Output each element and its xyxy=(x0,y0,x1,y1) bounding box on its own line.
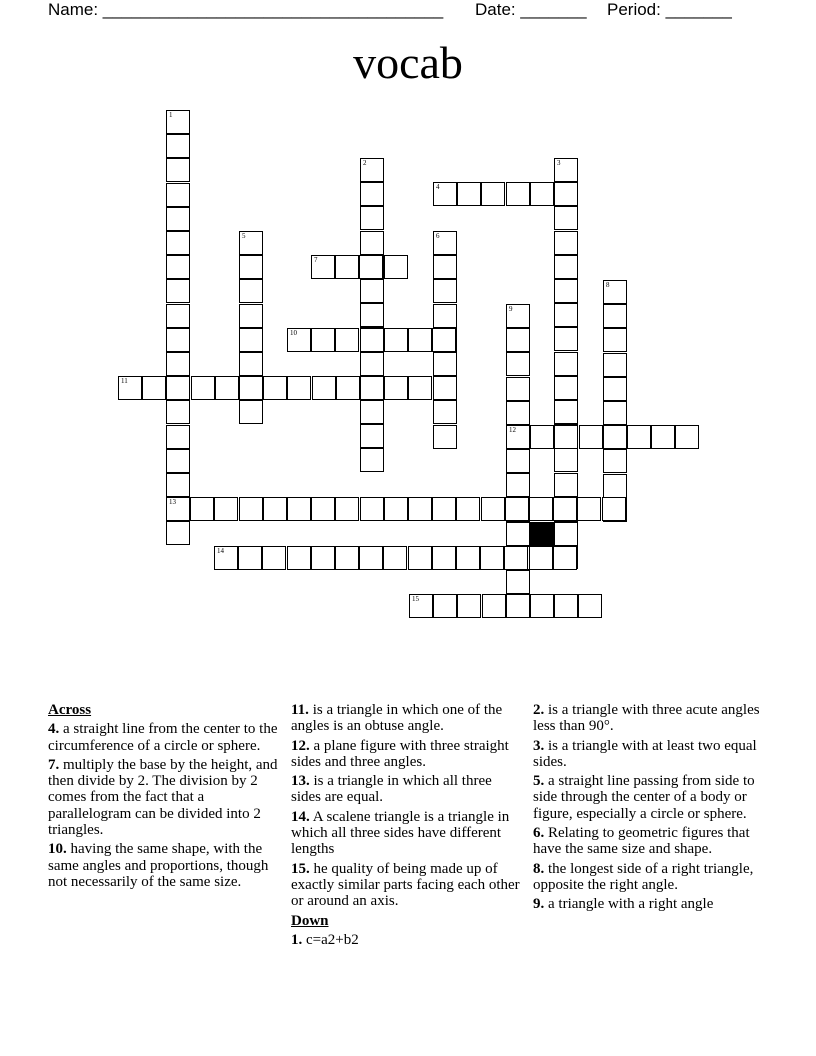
name-field[interactable]: Name: ____________________________________ xyxy=(48,0,444,19)
grid-cell[interactable] xyxy=(506,182,530,206)
grid-cell[interactable] xyxy=(360,206,384,230)
grid-cell[interactable] xyxy=(335,328,359,352)
clue-down-5 xyxy=(533,773,765,822)
clue-down-6 xyxy=(533,825,765,858)
grid-cell[interactable] xyxy=(239,255,263,279)
clue-number: 3. xyxy=(533,737,545,754)
grid-cell[interactable] xyxy=(239,328,263,352)
grid-cell[interactable] xyxy=(603,328,627,352)
clue-down-1 xyxy=(291,932,523,948)
clue-text: a straight line passing from side to side through the center of a body or figure, especially a circle or sphere. xyxy=(533,773,755,822)
grid-cell[interactable] xyxy=(239,231,263,255)
grid-cell[interactable] xyxy=(603,449,627,473)
grid-cell[interactable] xyxy=(432,546,456,570)
grid-cell[interactable] xyxy=(506,377,530,401)
grid-cell[interactable] xyxy=(433,182,457,206)
clue-number: 11. xyxy=(291,702,309,718)
grid-cell[interactable] xyxy=(142,376,166,400)
grid-cell[interactable] xyxy=(506,570,530,594)
grid-cell[interactable] xyxy=(433,594,457,618)
grid-cell[interactable] xyxy=(166,521,190,545)
grid-cell[interactable] xyxy=(166,425,190,449)
grid-cell[interactable] xyxy=(335,255,359,279)
grid-cell[interactable] xyxy=(239,352,263,376)
grid-cell[interactable] xyxy=(554,400,578,424)
clues-column-2 xyxy=(291,702,523,951)
clue-number-label: 8 xyxy=(606,281,610,289)
clue-text: he quality of being made up of exactly similar parts facing each other or around an axis. xyxy=(291,860,520,910)
grid-cell[interactable] xyxy=(287,497,311,521)
grid-cell[interactable] xyxy=(214,546,238,570)
grid-cell[interactable] xyxy=(529,497,553,521)
clue-number: 5. xyxy=(533,773,545,790)
grid-cell[interactable] xyxy=(506,522,530,546)
clue-number-label: 15 xyxy=(412,595,419,603)
grid-cell[interactable] xyxy=(359,255,383,279)
clue-text: is a triangle in which one of the angles is an obtuse angle. xyxy=(291,702,503,735)
grid-cell[interactable] xyxy=(554,279,578,303)
grid-cell[interactable] xyxy=(384,255,408,279)
grid-cell[interactable] xyxy=(433,425,457,449)
clue-number: 9. xyxy=(533,896,545,913)
clue-number-label: 12 xyxy=(509,426,516,434)
grid-cell[interactable] xyxy=(482,594,506,618)
clue-number-label: 13 xyxy=(169,498,176,506)
grid-cell[interactable] xyxy=(191,376,215,400)
down-heading: Down xyxy=(291,912,329,929)
period-field[interactable]: Period: _______ xyxy=(607,0,732,19)
grid-cell[interactable] xyxy=(335,497,359,521)
grid-cell[interactable] xyxy=(579,425,603,449)
grid-cell[interactable] xyxy=(360,328,384,352)
grid-cell[interactable] xyxy=(360,158,384,182)
grid-cell[interactable] xyxy=(554,182,578,206)
grid-cell[interactable] xyxy=(360,400,384,424)
grid-cell[interactable] xyxy=(554,376,578,400)
clue-number: 12. xyxy=(291,737,310,754)
grid-cell[interactable] xyxy=(166,183,190,207)
clue-across-12 xyxy=(291,738,523,771)
clue-number-label: 10 xyxy=(290,329,297,337)
grid-cell[interactable] xyxy=(239,376,263,400)
grid-cell[interactable] xyxy=(360,448,384,472)
grid-cell[interactable] xyxy=(166,473,190,497)
clue-number-label: 2 xyxy=(363,159,367,167)
grid-cell[interactable] xyxy=(384,328,408,352)
grid-cell[interactable] xyxy=(505,497,529,521)
grid-cell[interactable] xyxy=(287,376,311,400)
grid-cell[interactable] xyxy=(603,353,627,377)
grid-cell[interactable] xyxy=(359,546,383,570)
clue-number-label: 7 xyxy=(314,256,318,264)
grid-cell[interactable] xyxy=(554,522,578,546)
clue-text: c=a2+b2 xyxy=(306,931,359,948)
clue-number-label: 3 xyxy=(557,159,561,167)
clue-number: 13. xyxy=(291,773,310,790)
clue-number: 10. xyxy=(48,841,67,858)
grid-cell[interactable] xyxy=(238,546,262,570)
grid-cell[interactable] xyxy=(384,376,408,400)
grid-cell[interactable] xyxy=(311,255,335,279)
grid-cell[interactable] xyxy=(166,352,190,376)
clue-number: 8. xyxy=(533,860,545,877)
grid-cell[interactable] xyxy=(263,497,287,521)
clue-across-10 xyxy=(48,841,280,890)
clue-number-label: 14 xyxy=(217,547,224,555)
grid-cell[interactable] xyxy=(433,400,457,424)
clue-text: Relating to geometric figures that have the same size and shape. xyxy=(533,825,750,858)
grid-cell[interactable] xyxy=(504,546,528,570)
clue-number-label: 5 xyxy=(242,232,246,240)
page-title: vocab xyxy=(353,37,463,88)
grid-cell[interactable] xyxy=(166,231,190,255)
grid-cell[interactable] xyxy=(675,425,699,449)
grid-cell[interactable] xyxy=(287,328,311,352)
grid-cell[interactable] xyxy=(603,280,627,304)
grid-cell[interactable] xyxy=(433,231,457,255)
grid-cell[interactable] xyxy=(166,304,190,328)
grid-cell[interactable] xyxy=(360,303,384,327)
clue-number-label: 11 xyxy=(121,377,128,385)
grid-cell[interactable] xyxy=(166,279,190,303)
grid-cell[interactable] xyxy=(311,546,335,570)
grid-cell[interactable] xyxy=(554,473,578,497)
grid-cell[interactable] xyxy=(481,497,505,521)
clue-number: 15. xyxy=(291,860,310,877)
grid-cell[interactable] xyxy=(554,206,578,230)
clue-number: 7. xyxy=(48,756,60,773)
grid-cell[interactable] xyxy=(578,594,602,618)
grid-cell[interactable] xyxy=(336,376,360,400)
grid-cell[interactable] xyxy=(506,449,530,473)
grid-cell[interactable] xyxy=(360,182,384,206)
grid-cell[interactable] xyxy=(311,497,335,521)
clue-text: the longest side of a right triangle, opposite the right angle. xyxy=(533,860,754,893)
grid-cell[interactable] xyxy=(190,497,214,521)
clue-text: a triangle with a right angle xyxy=(548,896,714,913)
grid-cell[interactable] xyxy=(166,449,190,473)
grid-cell[interactable] xyxy=(481,182,505,206)
grid-cell[interactable] xyxy=(215,376,239,400)
grid-cell[interactable] xyxy=(433,304,457,328)
grid-cell[interactable] xyxy=(312,376,336,400)
grid-cell[interactable] xyxy=(506,594,530,618)
grid-cell[interactable] xyxy=(408,546,432,570)
clue-text: is a triangle in which all three sides are equal. xyxy=(291,773,492,806)
clues-column-3 xyxy=(533,702,765,916)
grid-cell[interactable] xyxy=(408,497,432,521)
grid-cell[interactable] xyxy=(554,231,578,255)
grid-cell[interactable] xyxy=(166,497,190,521)
grid-cell[interactable] xyxy=(506,473,530,497)
grid-cell[interactable] xyxy=(433,376,457,400)
grid-cell[interactable] xyxy=(384,497,408,521)
grid-cell[interactable] xyxy=(360,424,384,448)
grid-cell[interactable] xyxy=(529,546,553,570)
grid-cell[interactable] xyxy=(118,376,142,400)
grid-cell[interactable] xyxy=(577,497,601,521)
grid-cell[interactable] xyxy=(433,255,457,279)
grid-cell[interactable] xyxy=(603,474,627,498)
clue-down-2 xyxy=(533,702,765,735)
grid-cell[interactable] xyxy=(239,400,263,424)
grid-cell[interactable] xyxy=(530,182,554,206)
grid-cell[interactable] xyxy=(554,255,578,279)
grid-cell[interactable] xyxy=(335,546,359,570)
grid-cell[interactable] xyxy=(239,279,263,303)
grid-cell[interactable] xyxy=(214,497,238,521)
grid-cell[interactable] xyxy=(554,352,578,376)
grid-cell[interactable] xyxy=(554,425,578,449)
grid-cell[interactable] xyxy=(166,158,190,182)
clue-number: 4. xyxy=(48,721,60,738)
grid-cell[interactable] xyxy=(506,304,530,328)
grid-cell[interactable] xyxy=(480,546,504,570)
grid-cell[interactable] xyxy=(457,594,481,618)
grid-cell[interactable] xyxy=(383,546,407,570)
clue-down-8 xyxy=(533,861,765,894)
grid-cell[interactable] xyxy=(166,134,190,158)
clue-number: 6. xyxy=(533,825,545,842)
grid-cell[interactable] xyxy=(239,497,263,521)
clue-text: A scalene triangle is a triangle in which all three sides have different lengths xyxy=(291,808,510,858)
grid-cell[interactable] xyxy=(554,303,578,327)
grid-cell[interactable] xyxy=(553,546,577,570)
grid-cell[interactable] xyxy=(554,448,578,472)
grid-cell[interactable] xyxy=(456,546,480,570)
clues-column-1 xyxy=(48,702,280,893)
grid-cell[interactable] xyxy=(360,279,384,303)
clue-across-15 xyxy=(291,861,523,910)
clue-number-label: 6 xyxy=(436,232,440,240)
grid-cell[interactable] xyxy=(360,352,384,376)
grid-cell[interactable] xyxy=(360,376,384,400)
clue-down-9 xyxy=(533,896,765,912)
grid-cell[interactable] xyxy=(554,158,578,182)
date-field[interactable]: Date: _______ xyxy=(475,0,587,19)
grid-cell[interactable] xyxy=(554,327,578,351)
clue-across-4 xyxy=(48,721,280,754)
clue-number: 2. xyxy=(533,702,545,718)
grid-cell[interactable] xyxy=(506,401,530,425)
grid-cell[interactable] xyxy=(360,231,384,255)
clue-number: 14. xyxy=(291,808,310,825)
grid-cell[interactable] xyxy=(603,377,627,401)
clue-across-11 xyxy=(291,702,523,735)
shaded-cell xyxy=(530,522,554,546)
grid-cell[interactable] xyxy=(433,352,457,376)
clue-down-3 xyxy=(533,738,765,771)
grid-cell[interactable] xyxy=(530,594,554,618)
clue-text: a plane figure with three straight sides and three angles. xyxy=(291,737,509,770)
grid-cell[interactable] xyxy=(432,328,456,352)
grid-cell[interactable] xyxy=(311,328,335,352)
clue-text: a straight line from the center to the circumference of a circle or sphere. xyxy=(48,721,278,754)
clue-number-label: 4 xyxy=(436,183,440,191)
clue-across-7 xyxy=(48,757,280,838)
grid-cell[interactable] xyxy=(239,304,263,328)
grid-cell[interactable] xyxy=(360,497,384,521)
grid-cell[interactable] xyxy=(166,400,190,424)
grid-cell[interactable] xyxy=(166,328,190,352)
clue-text: multiply the base by the height, and then divide by 2. The division by 2 comes from the fact that a parallelogram can be divided into 2 triangles. xyxy=(48,756,278,839)
grid-cell[interactable] xyxy=(166,376,190,400)
grid-cell[interactable] xyxy=(433,279,457,303)
clue-across-13 xyxy=(291,773,523,806)
clue-text: having the same shape, with the same angles and proportions, though not necessarily of the same size. xyxy=(48,841,269,890)
grid-cell[interactable] xyxy=(603,425,627,449)
grid-cell[interactable] xyxy=(553,497,577,521)
clue-across-14 xyxy=(291,809,523,858)
clue-text: is a triangle with three acute angles less than 90°. xyxy=(533,702,760,735)
grid-cell[interactable] xyxy=(506,328,530,352)
grid-cell[interactable] xyxy=(408,376,432,400)
grid-cell[interactable] xyxy=(554,594,578,618)
grid-cell[interactable] xyxy=(166,207,190,231)
grid-cell[interactable] xyxy=(263,376,287,400)
clue-number-label: 1 xyxy=(169,111,173,119)
grid-cell[interactable] xyxy=(603,401,627,425)
grid-cell[interactable] xyxy=(506,352,530,376)
grid-cell[interactable] xyxy=(432,497,456,521)
grid-cell[interactable] xyxy=(457,182,481,206)
clue-number-label: 9 xyxy=(509,305,513,313)
clue-text: is a triangle with at least two equal sides. xyxy=(533,737,757,770)
grid-cell[interactable] xyxy=(166,255,190,279)
grid-cell[interactable] xyxy=(408,328,432,352)
across-heading: Across xyxy=(48,702,92,718)
grid-cell[interactable] xyxy=(651,425,675,449)
grid-cell[interactable] xyxy=(530,425,554,449)
grid-cell[interactable] xyxy=(603,304,627,328)
grid-cell[interactable] xyxy=(409,594,433,618)
grid-cell[interactable] xyxy=(506,425,530,449)
grid-cell[interactable] xyxy=(166,110,190,134)
grid-cell[interactable] xyxy=(627,425,651,449)
grid-cell[interactable] xyxy=(262,546,286,570)
grid-cell[interactable] xyxy=(602,497,626,521)
clue-number: 1. xyxy=(291,931,303,948)
grid-cell[interactable] xyxy=(456,497,480,521)
grid-cell[interactable] xyxy=(287,546,311,570)
